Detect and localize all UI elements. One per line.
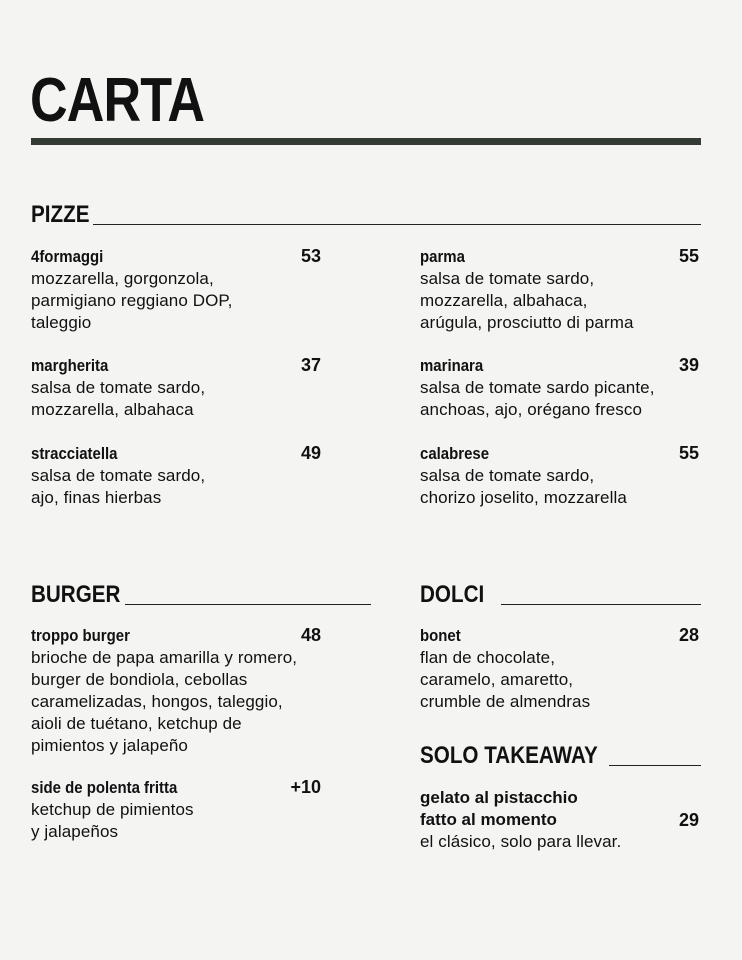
item-price: 48: [300, 625, 321, 645]
menu-item-calabrese: [420, 442, 699, 509]
menu-item-stracciatella: [31, 442, 321, 509]
item-description: brioche de papa amarilla y romero, burger de bondiola, cebollas caramelizadas, hongos, taleggio, aioli de tuétano, ketchup de pimientos y jalapeño: [31, 648, 298, 755]
section-title-takeaway: SOLO TAKEAWAY: [420, 742, 598, 769]
item-price: 37: [300, 355, 321, 375]
menu-item-marinara: [420, 354, 699, 421]
item-price: 39: [678, 355, 699, 375]
item-price: 55: [678, 443, 699, 463]
item-name: parma: [420, 247, 465, 266]
item-description: salsa de tomate sardo, chorizo joselito, mozzarella: [420, 466, 627, 507]
item-price: 29: [678, 810, 699, 830]
item-price: 28: [678, 625, 699, 645]
item-name: calabrese: [420, 444, 490, 463]
item-name: bonet: [420, 626, 461, 645]
item-price: 53: [300, 246, 321, 266]
item-name: troppo burger: [31, 626, 130, 645]
section-header-pizze: [31, 202, 701, 228]
section-rule-dolci: [501, 604, 701, 605]
section-title-pizze: PIZZE: [31, 201, 90, 228]
title-divider: [31, 138, 701, 145]
section-title-burger: BURGER: [31, 581, 121, 608]
item-price: 49: [300, 443, 321, 463]
menu-item-parma: [420, 245, 699, 334]
item-price: +10: [290, 777, 321, 797]
menu-item-bonet: [420, 624, 699, 713]
menu-item-margherita: [31, 354, 321, 421]
menu-item-troppo-burger: [31, 624, 321, 757]
section-header-takeaway: [420, 743, 701, 769]
page-title: CARTA: [30, 66, 205, 135]
section-rule-takeaway: [609, 765, 701, 766]
section-header-burger: [31, 582, 371, 608]
item-name: stracciatella: [31, 444, 118, 463]
menu-item-side-polenta: [31, 776, 321, 843]
item-description: salsa de tomate sardo, ajo, finas hierbas: [31, 466, 206, 507]
item-description: salsa de tomate sardo, mozzarella, albahaca, arúgula, prosciutto di parma: [420, 269, 634, 332]
item-description: el clásico, solo para llevar.: [420, 832, 622, 851]
item-description: flan de chocolate, caramelo, amaretto, crumble de almendras: [420, 648, 591, 711]
item-description: mozzarella, gorgonzola, parmigiano reggiano DOP, taleggio: [31, 269, 233, 332]
item-name: gelato al pistacchio fatto al momento: [420, 788, 578, 829]
section-title-dolci: DOLCI: [420, 581, 485, 608]
section-rule-burger: [125, 604, 371, 605]
menu-item-4formaggi: [31, 245, 321, 334]
item-name: side de polenta fritta: [31, 778, 178, 797]
item-name: marinara: [420, 356, 484, 375]
item-description: salsa de tomate sardo picante, anchoas, ajo, orégano fresco: [420, 378, 655, 419]
section-rule-pizze: [93, 224, 701, 225]
item-name: 4formaggi: [31, 247, 104, 266]
item-description: ketchup de pimientos y jalapeños: [31, 800, 194, 841]
item-name: margherita: [31, 356, 109, 375]
item-description: salsa de tomate sardo, mozzarella, albahaca: [31, 378, 206, 419]
section-header-dolci: [420, 582, 701, 608]
menu-item-gelato: [420, 787, 699, 853]
item-price: 55: [678, 246, 699, 266]
